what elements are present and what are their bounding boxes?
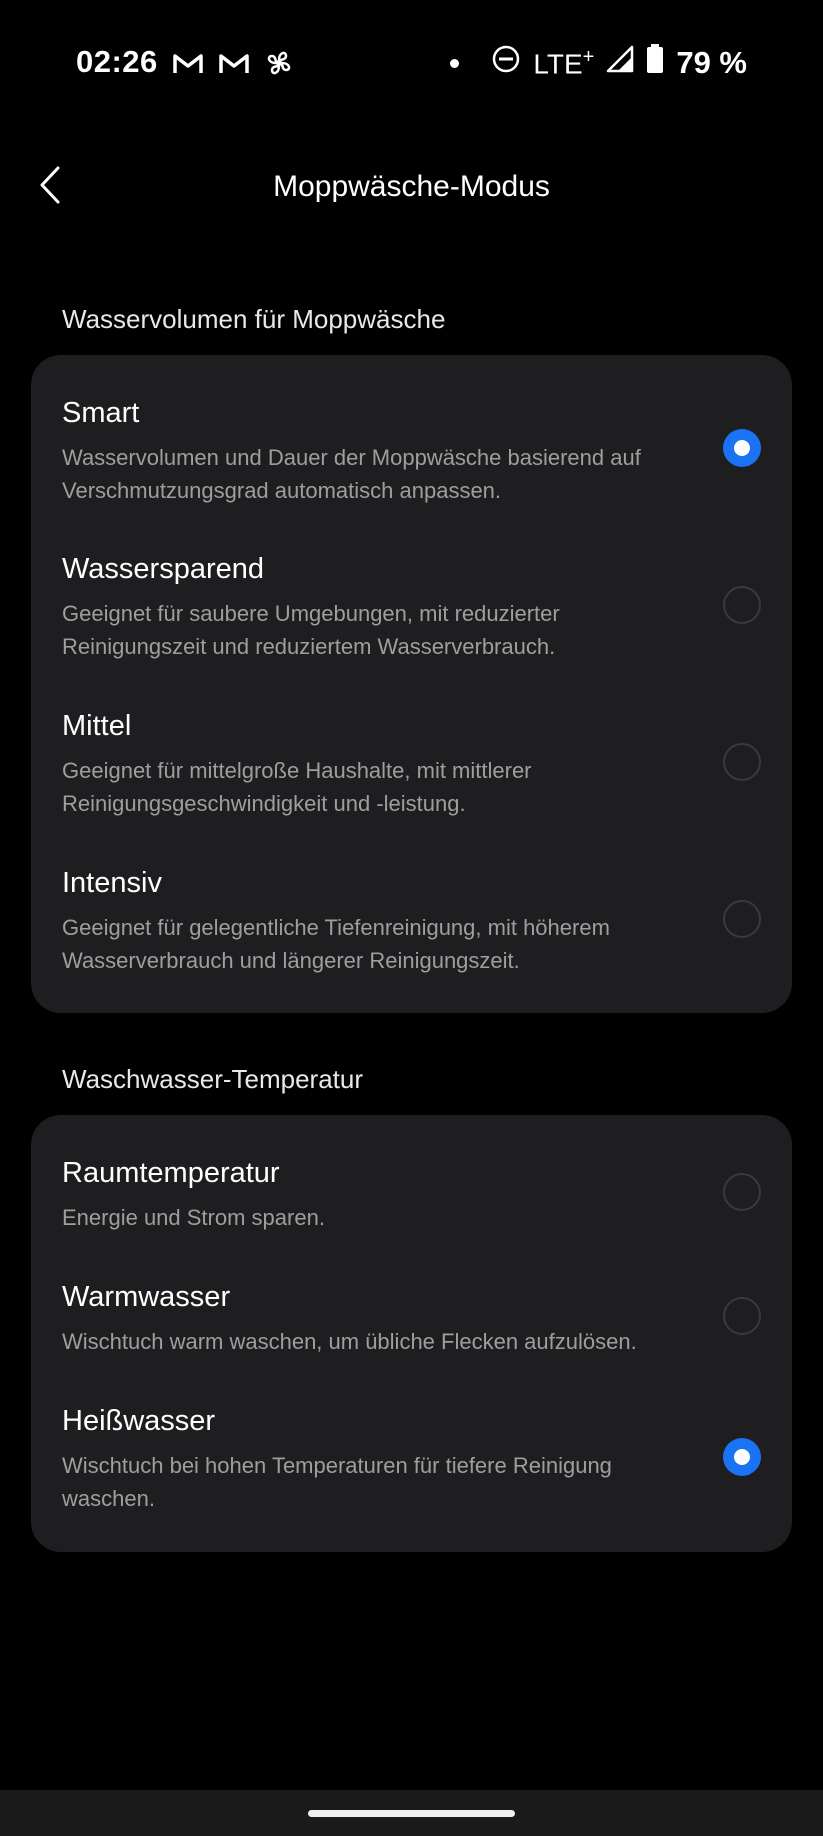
option-description: Wasservolumen und Dauer der Moppwäsche basierend auf Verschmutzungsgrad automatisch anpassen.: [62, 445, 641, 503]
notification-icons: [172, 48, 294, 83]
option-description: Geeignet für gelegentliche Tiefenreinigung, mit höherem Wasserverbrauch und längerer Reinigungszeit.: [62, 915, 610, 973]
system-status: [450, 44, 747, 82]
option-smart[interactable]: [31, 355, 792, 515]
status-time: 02:26: [76, 44, 158, 79]
option-title: Wassersparend: [62, 553, 265, 585]
home-indicator[interactable]: [308, 1810, 515, 1817]
option-description: Geeignet für mittelgroße Haushalte, mit mittlerer Reinigungsgeschwindigkeit und -leistung.: [62, 758, 532, 816]
radio-button-selected[interactable]: [723, 1438, 761, 1476]
temperature-card: [31, 1115, 792, 1552]
option-title: Raumtemperatur: [62, 1157, 280, 1189]
page-title: Moppwäsche-Modus: [273, 170, 550, 203]
radio-button[interactable]: [723, 1173, 761, 1211]
option-heisswasser[interactable]: [31, 1364, 792, 1552]
battery-percentage: 79 %: [676, 45, 747, 80]
dot-icon: [450, 59, 459, 68]
option-raumtemperatur[interactable]: [31, 1115, 792, 1240]
option-title: Warmwasser: [62, 1281, 231, 1313]
water-volume-card: [31, 355, 792, 1013]
section-header-water-volume: Wasservolumen für Moppwäsche: [62, 304, 446, 334]
pinwheel-icon: [264, 48, 294, 83]
status-bar: [0, 0, 823, 120]
radio-button[interactable]: [723, 1297, 761, 1335]
option-description: Geeignet für saubere Umgebungen, mit reduzierter Reinigungszeit und reduziertem Wasserverbrauch.: [62, 601, 560, 659]
do-not-disturb-icon: [491, 44, 521, 82]
option-title: Mittel: [62, 710, 132, 742]
option-warmwasser[interactable]: [31, 1240, 792, 1364]
gmail-icon: [218, 51, 250, 80]
network-type: LTE+: [533, 45, 595, 80]
radio-button-selected[interactable]: [723, 429, 761, 467]
radio-button[interactable]: [723, 586, 761, 624]
option-title: Intensiv: [62, 867, 162, 899]
option-mittel[interactable]: [31, 672, 792, 829]
navigation-bar: [0, 1790, 823, 1836]
radio-button[interactable]: [723, 900, 761, 938]
signal-icon: [606, 45, 634, 81]
app-header: [0, 150, 823, 226]
gmail-icon: [172, 51, 204, 80]
option-description: Wischtuch warm waschen, um übliche Flecken aufzulösen.: [62, 1329, 637, 1354]
section-header-temperature: Waschwasser-Temperatur: [62, 1064, 364, 1094]
option-description: Energie und Strom sparen.: [62, 1205, 325, 1230]
option-intensiv[interactable]: [31, 829, 792, 1013]
option-title: Heißwasser: [62, 1405, 216, 1437]
battery-icon: [646, 44, 664, 82]
option-title: Smart: [62, 397, 140, 429]
option-description: Wischtuch bei hohen Temperaturen für tiefere Reinigung waschen.: [62, 1453, 612, 1511]
option-wassersparend[interactable]: [31, 515, 792, 672]
radio-button[interactable]: [723, 743, 761, 781]
